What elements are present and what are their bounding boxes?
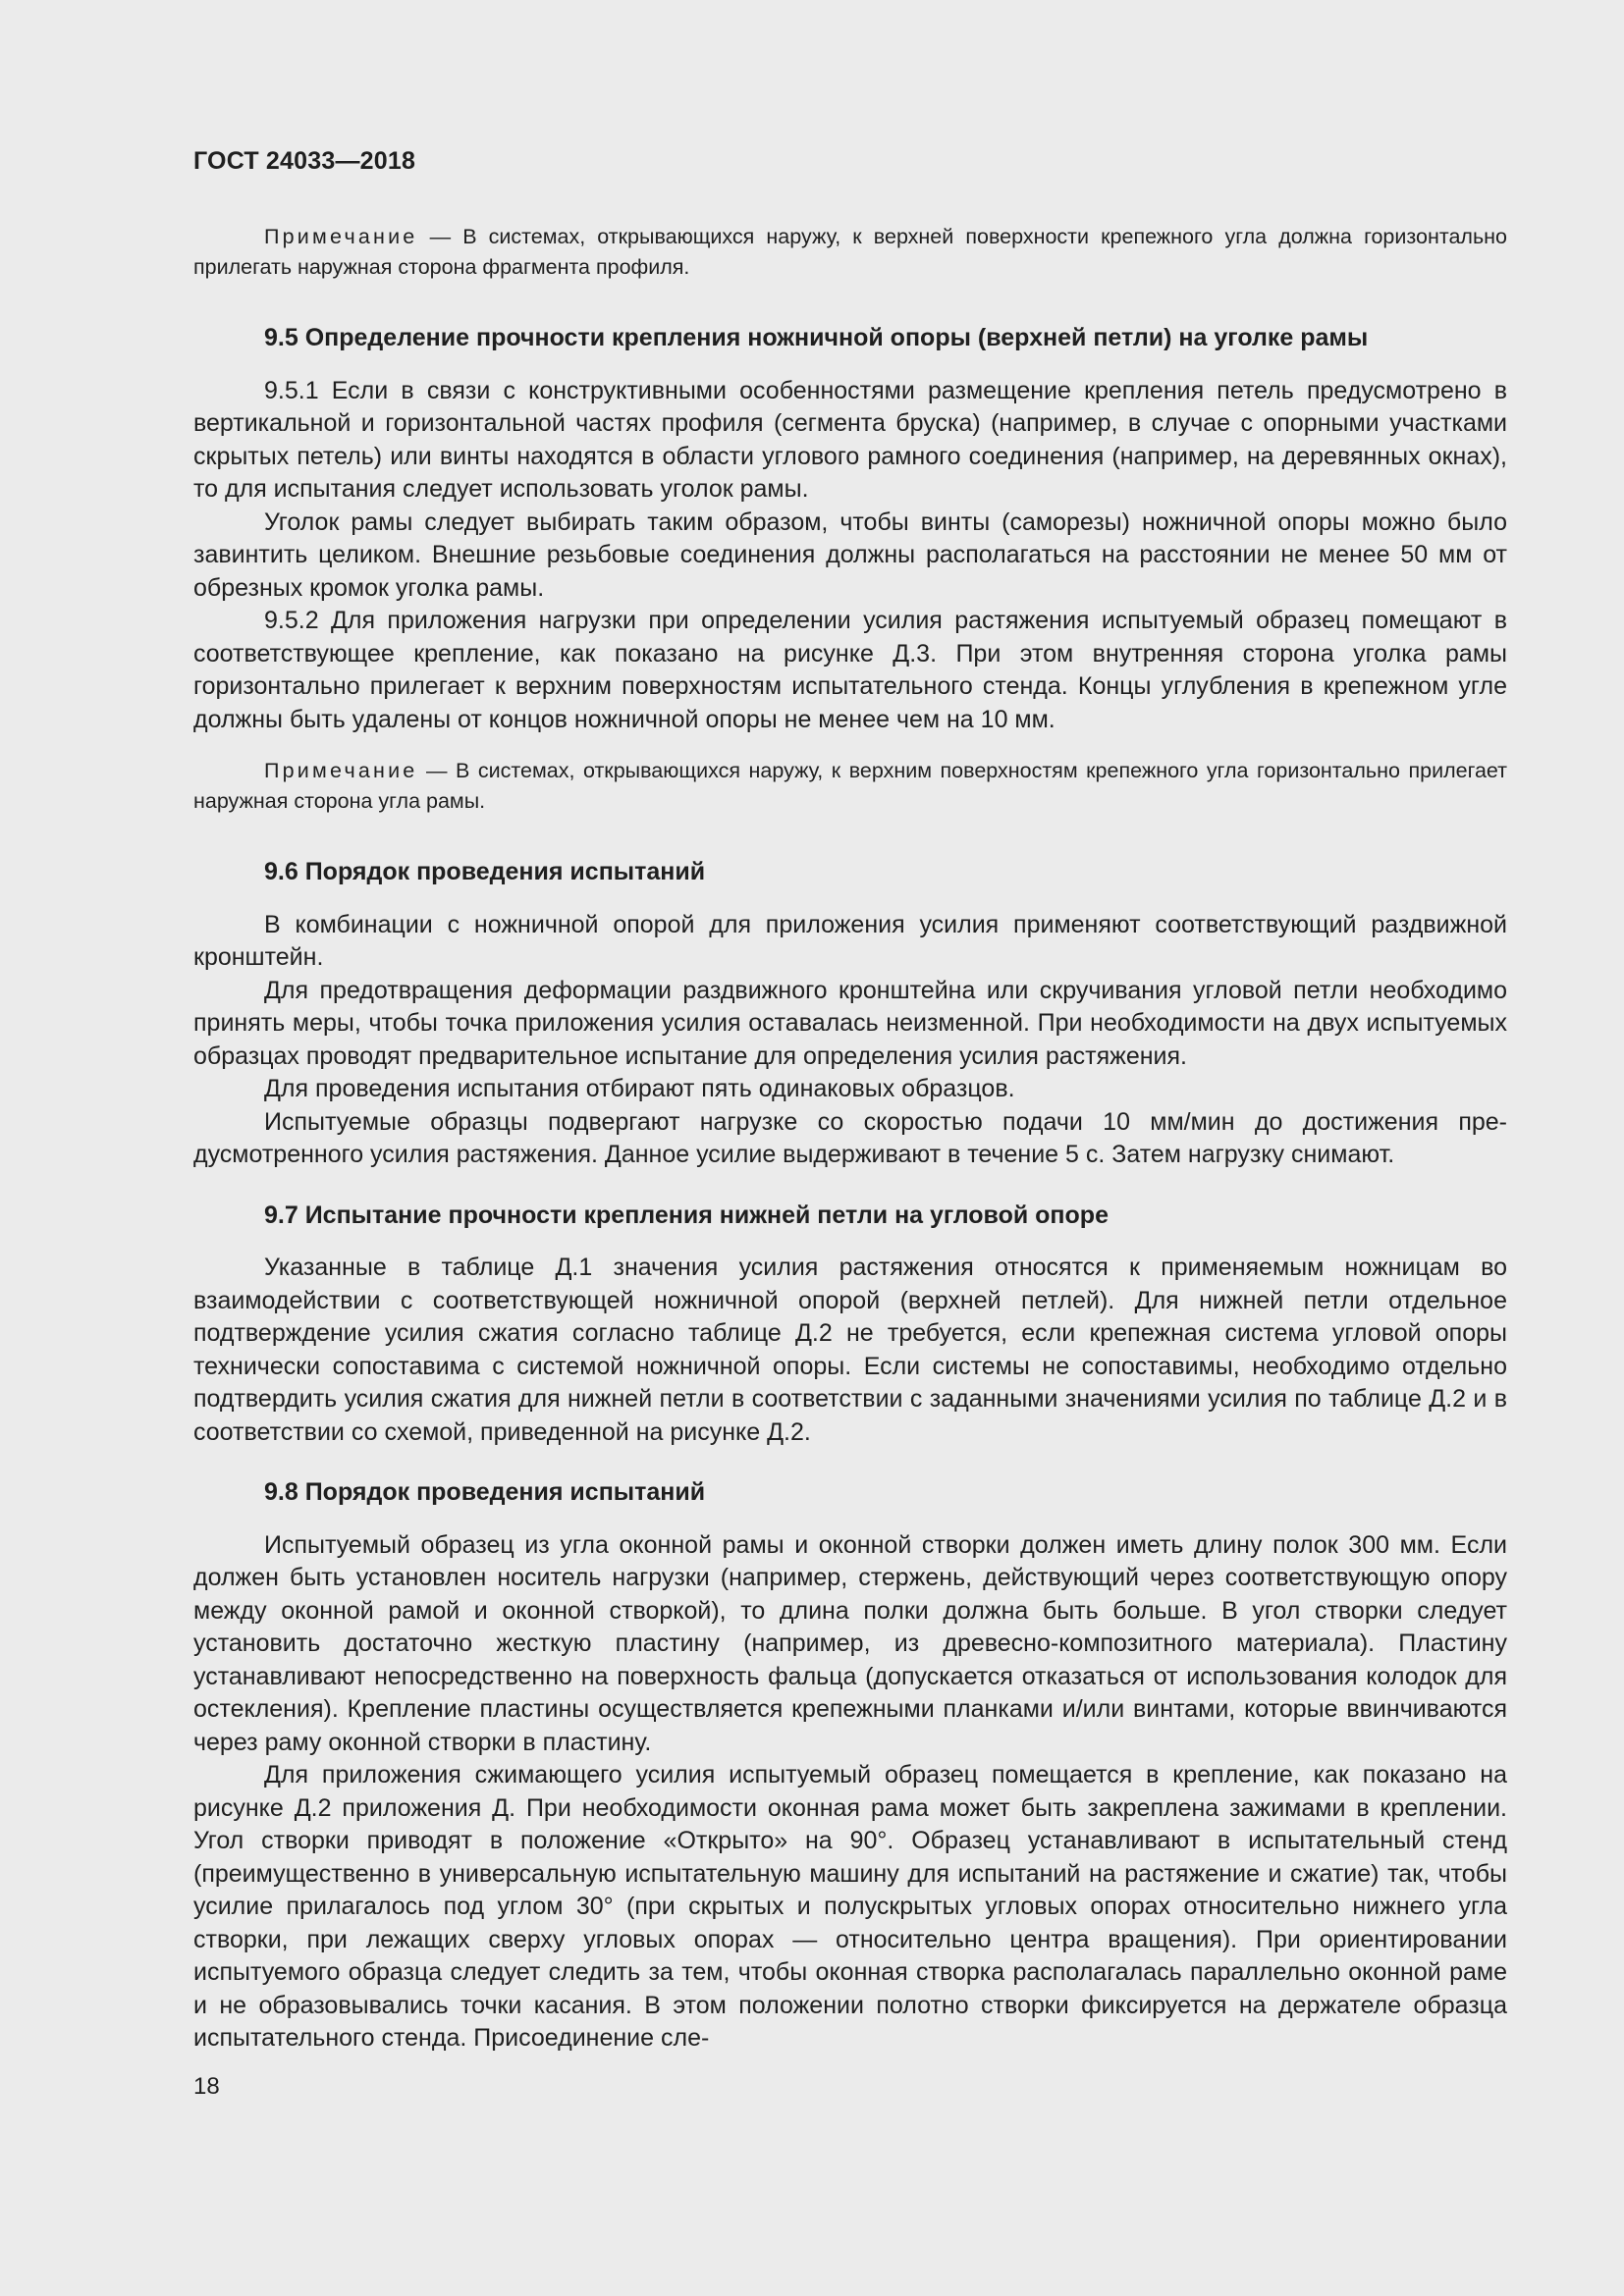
section-heading-9-8: 9.8 Порядок проведения испытаний [264,1478,706,1506]
note-text: — В системах, открывающихся наружу, к верхним поверхностям крепежного угла горизонтально прилегает наружная сторона угла рамы. [193,759,1507,813]
paragraph: Испытуемый образец из угла оконной рамы и оконной створки должен иметь длину полок 300 мм. Если должен быть установлен носитель нагрузки (например, стержень, действующий через соответствующую опору между оконной рамой и оконной створкой), то длина полки должна быть больше. В угол створки следует установить достаточно жесткую пластину (например, из древесно-композитного материала). Пластину устанавливают непосредственно на поверхность фальца (допускается отказаться от использования колодок для остекления). Крепление пластины осуществляется крепежными планками и/или винтами, которые ввинчиваются через раму оконной створки в пластину. [193,1530,1507,1756]
section-heading-9-6: 9.6 Порядок проведения испытаний [264,858,706,885]
note-label: Примечание [264,225,418,248]
document-body [193,222,1507,2056]
paragraph: Испытуемые образцы подвергают нагрузке со скоростью подачи 10 мм/мин до достижения предусмотренного усилия растяжения. Данное усилие выдерживают в течение 5 с. Затем нагрузку снимают. [193,1107,1507,1168]
paragraph: Указанные в таблице Д.1 значения усилия растяжения относятся к применяемым ножницам во взаимодействии с соответствующей ножничной опорой (верхней петлей). Для нижней петли отдельное подтверждение усилия сжатия согласно таблице Д.2 не требуется, если крепежная система угловой опоры технически сопоставима с системой ножничной опоры. Если системы не сопоставимы, необходимо отдельно подтвердить усилия сжатия для нижней петли в соответствии с заданными значениями усилия по таблице Д.2 и в соответствии со схемой, приведенной на рисунке Д.2. [193,1254,1507,1446]
document-header: ГОСТ 24033—2018 [193,147,416,175]
note-text: — В системах, открывающихся наружу, к верхней поверхности крепежного угла должна горизонтально прилегать наружная сторона фрагмента профиля. [193,225,1507,279]
section-heading-9-5: 9.5 Определение прочности крепления ножничной опоры (верхней петли) на уголке рамы [264,324,1369,351]
section-heading-9-7: 9.7 Испытание прочности крепления нижней петли на угловой опоре [264,1201,1109,1229]
paragraph: Для приложения сжимающего усилия испытуемый образец помещается в крепление, как показано на рисунке Д.2 приложения Д. При необходимости оконная рама может быть закреплена зажимами в креплении. Угол створки приводят в положение «Открыто» на 90°. Образец устанавливают в испытательный стенд (преимущественно в универсальную испытательную машину для испытаний на растяжение и сжатие) так, чтобы усилие прилагалось под углом 30° (при скрытых и полускрытых угловых опорах относительно нижнего угла створки, при лежащих сверху угловых опорах — относительно центра вращения). При ориентировании испытуемого образца следует следить за тем, чтобы оконная створка располагалась параллельно оконной раме и не образовывались точки касания. В этом положении полотно створки фиксируется на держателе образца испытательного стенда. Присоединение сле- [193,1761,1507,2052]
paragraph: В комбинации с ножничной опорой для приложения усилия применяют соответствующий раздвижной кронштейн. [193,910,1507,971]
paragraph: Для предотвращения деформации раздвижного кронштейна или скручивания угловой петли необходимо принять меры, чтобы точка приложения усилия оставалась неизменной. При необходимости на двух испытуемых образцах проводят предварительное испытание для определения усилия растяжения. [193,976,1507,1070]
note-paragraph [193,222,1507,283]
paragraph: Для проведения испытания отбирают пять одинаковых образцов. [264,1075,1015,1102]
paragraph: 9.5.1 Если в связи с конструктивными особенностями размещение крепления петель предусмотрено в вертикальной и горизонтальной частях профиля (сегмента бруска) (например, в случае с опорными участками скрытых петель) или винты находятся в области углового рамного соединения (например, на деревянных окнах), то для испытания следует использовать уголок рамы. [193,376,1507,503]
page-number: 18 [193,2073,220,2100]
paragraph: 9.5.2 Для приложения нагрузки при определении усилия растяжения испытуемый образец помещают в соответствующее крепление, как показано на рисунке Д.3. При этом внутренняя сторона уголка рамы горизонтально прилегает к верхним поверхностям испытательного стенда. Концы углубления в крепежном угле должны быть удалены от концов ножничной опоры не менее чем на 10 мм. [193,607,1507,733]
note-label: Примечание [264,759,418,782]
paragraph: Уголок рамы следует выбирать таким образом, чтобы винты (саморезы) ножничной опоры можно было завинтить целиком. Внешние резьбовые соединения должны располагаться на расстоянии не менее 50 мм от обрезных кромок уголка рамы. [193,507,1507,602]
note-paragraph [193,756,1507,817]
